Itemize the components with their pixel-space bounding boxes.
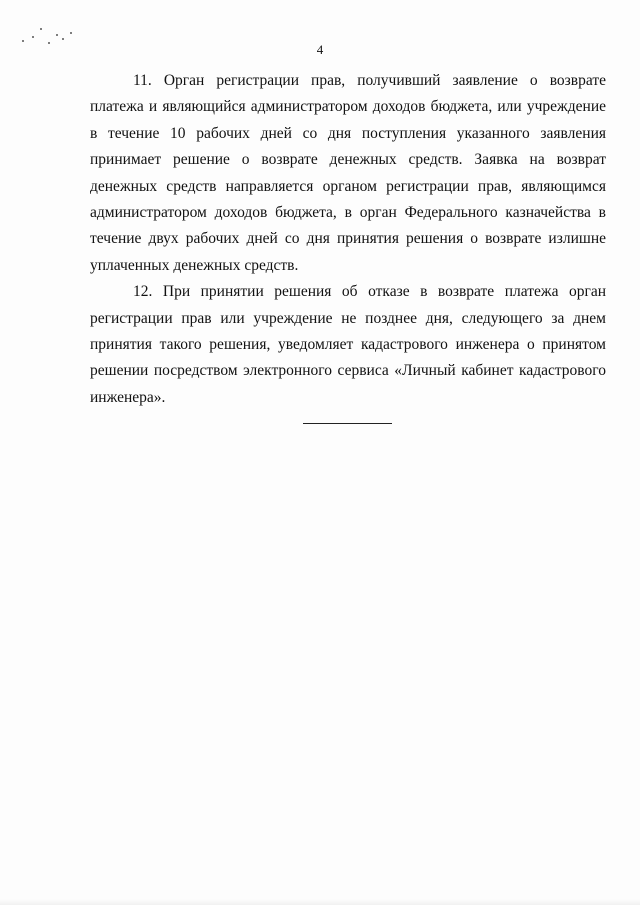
paragraph-11: 11. Орган регистрации прав, получивший заявление о возврате платежа и являющийся администратором доходов бюджета, или учреждение в течение 10 рабочих дней со дня поступления указанного заявления принимает решение о возврате денежных средств. Заявка на возврат денежных средств направляется органом регистрации прав, являющимся администратором доходов бюджета, в орган Федерального казначейства в течение двух рабочих дней со дня принятия решения о возврате излишне уплаченных денежных средств. — [90, 72, 606, 274]
scan-speck — [56, 34, 58, 36]
scan-bottom-edge — [0, 899, 640, 905]
document-body — [90, 68, 606, 411]
paragraph-12: 12. При принятии решения об отказе в возврате платежа орган регистрации прав или учреждение не позднее дня, следующего за днем принятия такого решения, уведомляет кадастрового инженера о принятом решении посредством электронного сервиса «Личный кабинет кадастрового инженера». — [90, 283, 606, 406]
end-separator-line — [303, 423, 392, 424]
scan-speck — [40, 28, 42, 30]
scan-speck — [70, 32, 72, 34]
page-number: 4 — [316, 42, 324, 57]
scan-speck — [32, 36, 34, 38]
scan-speck — [62, 38, 64, 40]
